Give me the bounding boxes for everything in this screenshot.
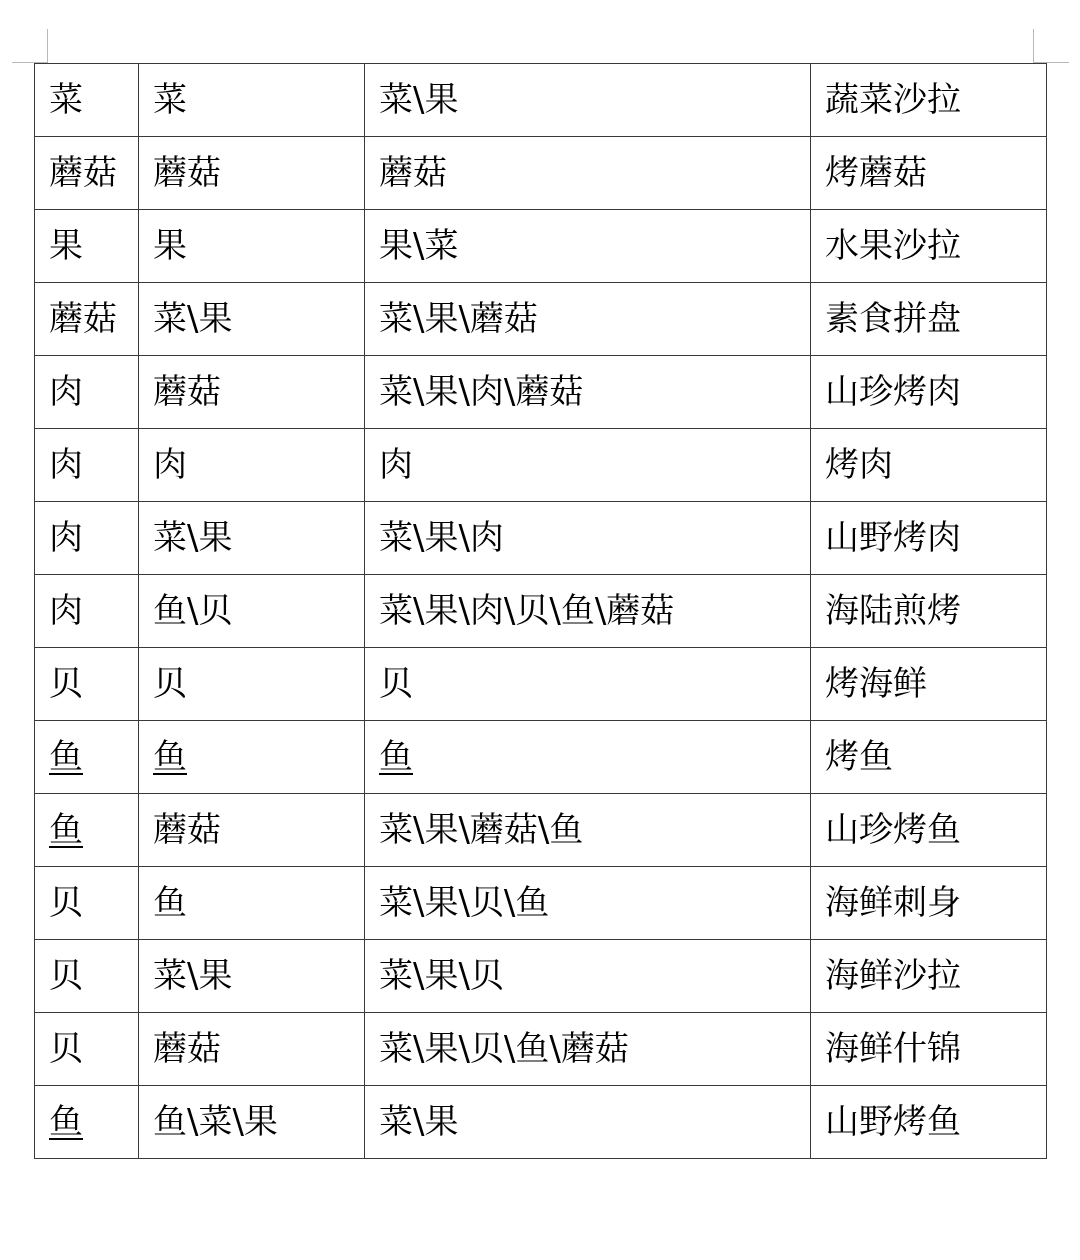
table-row	[35, 794, 1047, 867]
table-cell[interactable]: 菜	[35, 64, 139, 137]
table-cell[interactable]: 鱼\菜\果	[139, 1086, 365, 1159]
table-cell[interactable]: 鱼	[139, 867, 365, 940]
table-row	[35, 137, 1047, 210]
table-cell[interactable]: 蘑菇	[35, 283, 139, 356]
table-cell[interactable]: 海鲜什锦	[811, 1013, 1047, 1086]
table-cell[interactable]: 菜\果	[365, 1086, 811, 1159]
table-cell[interactable]: 贝	[365, 648, 811, 721]
table-cell[interactable]: 素食拼盘	[811, 283, 1047, 356]
table-row	[35, 575, 1047, 648]
table-cell[interactable]	[35, 1086, 139, 1159]
table-cell[interactable]	[35, 794, 139, 867]
table-row	[35, 210, 1047, 283]
table-cell[interactable]: 肉	[35, 502, 139, 575]
table-cell[interactable]: 蘑菇	[139, 356, 365, 429]
table-row	[35, 1086, 1047, 1159]
table-row	[35, 283, 1047, 356]
table-cell[interactable]: 菜\果\肉\蘑菇	[365, 356, 811, 429]
table-cell[interactable]: 菜\果\肉\贝\鱼\蘑菇	[365, 575, 811, 648]
underlined-text: 鱼	[49, 1102, 83, 1142]
table-row	[35, 721, 1047, 794]
table-cell[interactable]: 水果沙拉	[811, 210, 1047, 283]
table-cell[interactable]: 菜\果	[139, 283, 365, 356]
table-cell[interactable]: 贝	[35, 648, 139, 721]
table-cell[interactable]: 蘑菇	[139, 137, 365, 210]
table-cell[interactable]: 山珍烤鱼	[811, 794, 1047, 867]
table-cell[interactable]: 菜\果\蘑菇\鱼	[365, 794, 811, 867]
table-cell[interactable]: 烤肉	[811, 429, 1047, 502]
crop-mark-top-right-vertical	[1033, 29, 1034, 63]
table-cell[interactable]: 贝	[35, 867, 139, 940]
table-cell[interactable]: 果	[35, 210, 139, 283]
table-cell[interactable]: 贝	[35, 1013, 139, 1086]
table-cell[interactable]: 肉	[35, 356, 139, 429]
table-cell[interactable]: 菜\果	[139, 502, 365, 575]
table-cell[interactable]: 肉	[35, 575, 139, 648]
table-cell[interactable]: 菜\果\贝\鱼\蘑菇	[365, 1013, 811, 1086]
table-cell[interactable]: 烤海鲜	[811, 648, 1047, 721]
crop-mark-top-left-vertical	[47, 29, 48, 63]
table-cell[interactable]: 蘑菇	[139, 1013, 365, 1086]
underlined-text: 鱼	[153, 737, 187, 777]
table-cell[interactable]: 蘑菇	[365, 137, 811, 210]
table-cell[interactable]: 菜	[139, 64, 365, 137]
underlined-text: 鱼	[379, 737, 413, 777]
recipe-table-body	[35, 64, 1047, 1159]
table-cell[interactable]: 烤鱼	[811, 721, 1047, 794]
table-cell[interactable]: 蔬菜沙拉	[811, 64, 1047, 137]
table-cell[interactable]: 蘑菇	[35, 137, 139, 210]
table-row	[35, 940, 1047, 1013]
table-cell[interactable]: 海陆煎烤	[811, 575, 1047, 648]
table-cell[interactable]: 果	[139, 210, 365, 283]
table-cell[interactable]: 菜\果	[139, 940, 365, 1013]
table-cell[interactable]	[35, 721, 139, 794]
table-cell[interactable]: 菜\果\贝	[365, 940, 811, 1013]
table-cell[interactable]: 菜\果\蘑菇	[365, 283, 811, 356]
table-row	[35, 64, 1047, 137]
underlined-text: 鱼	[49, 810, 83, 850]
table-cell[interactable]: 山珍烤肉	[811, 356, 1047, 429]
table-cell[interactable]: 海鲜刺身	[811, 867, 1047, 940]
recipe-table	[34, 63, 1047, 1159]
table-cell[interactable]: 鱼\贝	[139, 575, 365, 648]
table-cell[interactable]: 菜\果	[365, 64, 811, 137]
table-cell[interactable]: 蘑菇	[139, 794, 365, 867]
table-cell[interactable]: 果\菜	[365, 210, 811, 283]
table-cell[interactable]: 菜\果\肉	[365, 502, 811, 575]
table-row	[35, 648, 1047, 721]
table-cell[interactable]: 肉	[365, 429, 811, 502]
table-cell[interactable]	[139, 721, 365, 794]
table-row	[35, 502, 1047, 575]
underlined-text: 鱼	[49, 737, 83, 777]
table-cell[interactable]: 贝	[139, 648, 365, 721]
table-row	[35, 356, 1047, 429]
table-cell[interactable]: 肉	[35, 429, 139, 502]
table-cell[interactable]: 烤蘑菇	[811, 137, 1047, 210]
table-row	[35, 1013, 1047, 1086]
table-cell[interactable]: 海鲜沙拉	[811, 940, 1047, 1013]
table-cell[interactable]	[365, 721, 811, 794]
table-row	[35, 867, 1047, 940]
table-cell[interactable]: 贝	[35, 940, 139, 1013]
table-row	[35, 429, 1047, 502]
table-cell[interactable]: 肉	[139, 429, 365, 502]
table-cell[interactable]: 山野烤肉	[811, 502, 1047, 575]
table-cell[interactable]: 山野烤鱼	[811, 1086, 1047, 1159]
table-cell[interactable]: 菜\果\贝\鱼	[365, 867, 811, 940]
